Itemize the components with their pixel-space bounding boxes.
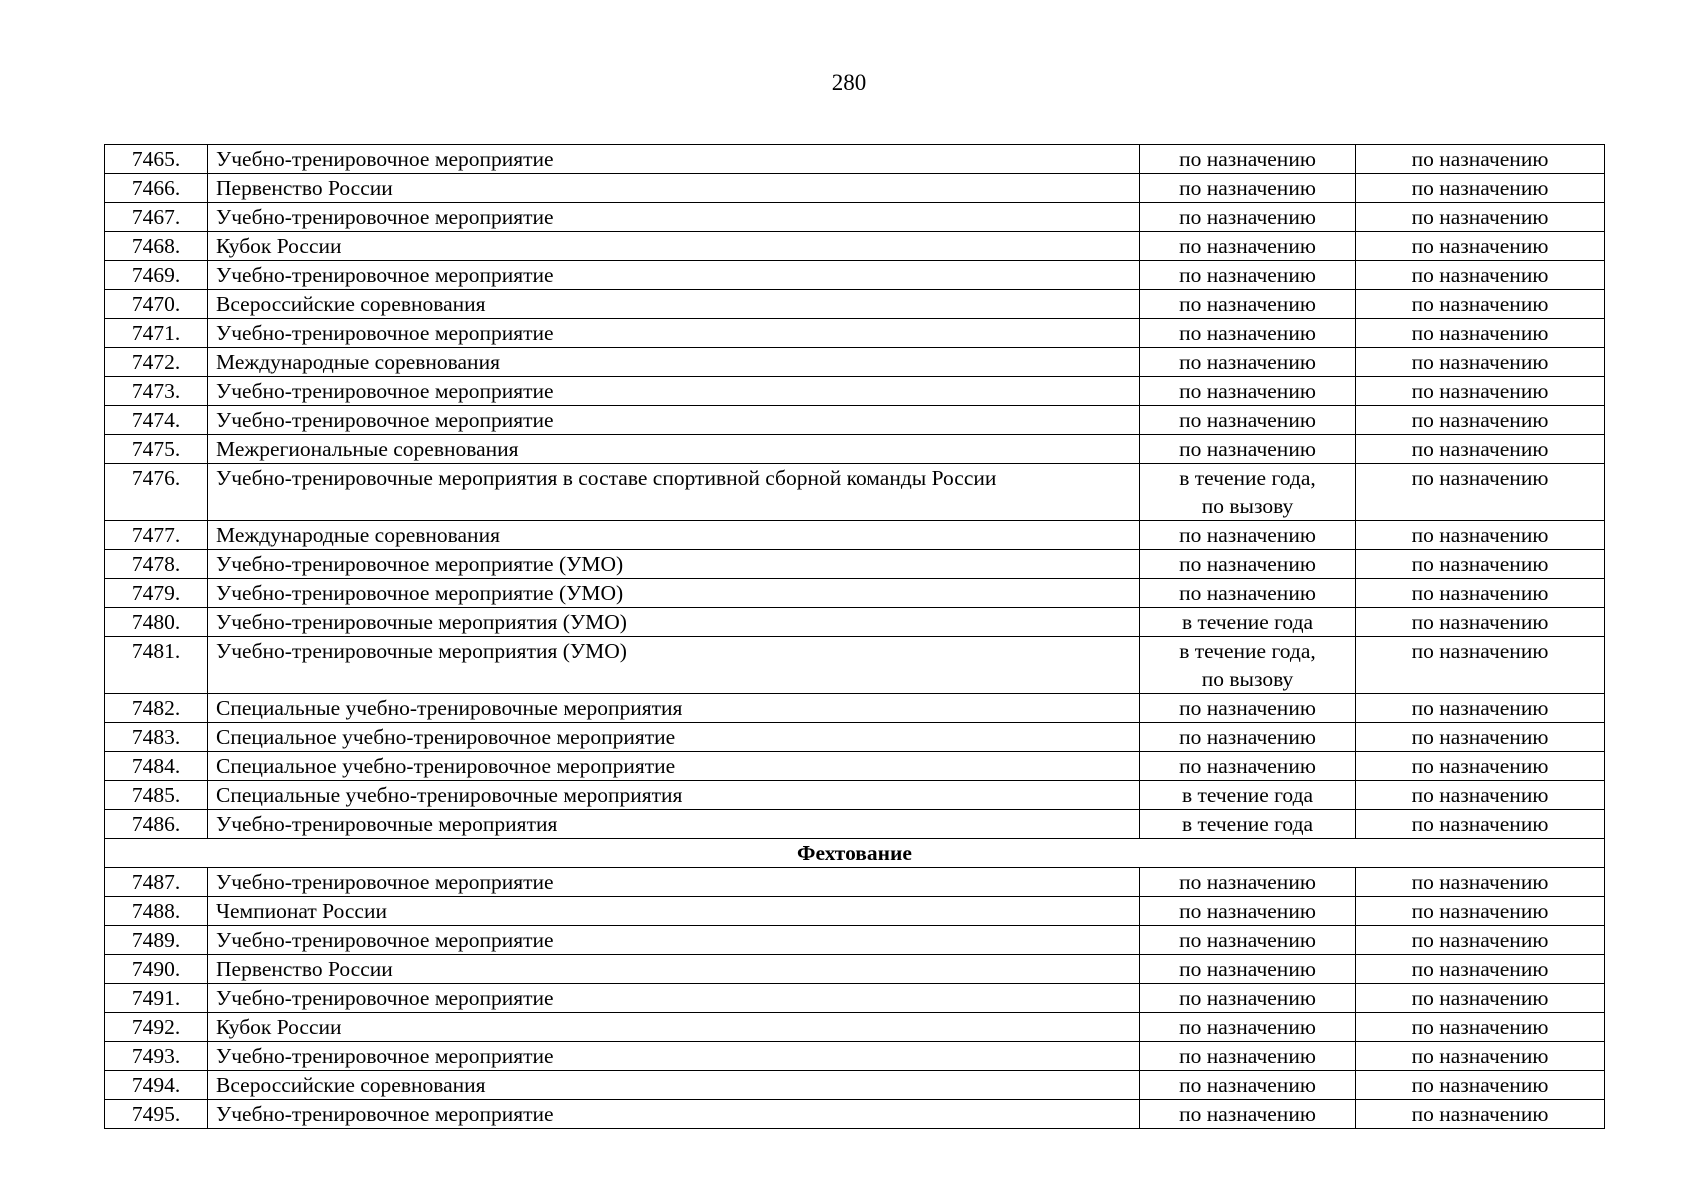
row-number: 7468. [105,232,208,261]
event-date: по назначению [1140,174,1356,203]
event-date: в течение года [1140,781,1356,810]
event-title: Учебно-тренировочное мероприятие [208,319,1140,348]
table-row [105,984,1605,1013]
event-place: по назначению [1356,637,1605,694]
table-row [105,203,1605,232]
event-title: Специальные учебно-тренировочные мероприятия [208,694,1140,723]
event-date: по назначению [1140,290,1356,319]
row-number: 7491. [105,984,208,1013]
event-date: по назначению [1140,579,1356,608]
table-row [105,521,1605,550]
row-number: 7473. [105,377,208,406]
page-number: 280 [831,70,867,95]
table-row [105,145,1605,174]
event-title: Учебно-тренировочные мероприятия [208,810,1140,839]
row-number: 7470. [105,290,208,319]
row-number: 7490. [105,955,208,984]
event-place: по назначению [1356,984,1605,1013]
events-table [104,144,1605,1129]
table-row [105,926,1605,955]
event-place: по назначению [1356,868,1605,897]
event-date: по назначению [1140,926,1356,955]
table-row [105,174,1605,203]
event-place: по назначению [1356,550,1605,579]
event-date: по назначению [1140,348,1356,377]
event-place: по назначению [1356,406,1605,435]
event-date: в течение года, по вызову [1140,637,1356,694]
table-row [105,290,1605,319]
event-place: по назначению [1356,926,1605,955]
event-title: Учебно-тренировочное мероприятие (УМО) [208,579,1140,608]
event-place: по назначению [1356,694,1605,723]
event-place: по назначению [1356,1100,1605,1129]
event-title: Учебно-тренировочное мероприятие [208,261,1140,290]
event-place: по назначению [1356,1042,1605,1071]
table-row [105,232,1605,261]
event-date: по назначению [1140,435,1356,464]
table-row [105,897,1605,926]
table-body [105,145,1605,1129]
table-row [105,723,1605,752]
table-row [105,550,1605,579]
event-title: Учебно-тренировочные мероприятия (УМО) [208,608,1140,637]
row-number: 7488. [105,897,208,926]
table-row [105,377,1605,406]
event-title: Учебно-тренировочное мероприятие (УМО) [208,550,1140,579]
event-place: по назначению [1356,955,1605,984]
event-date: по назначению [1140,406,1356,435]
event-place: по назначению [1356,723,1605,752]
event-title: Учебно-тренировочные мероприятия в составе спортивной сборной команды России [208,464,1140,521]
event-place: по назначению [1356,145,1605,174]
row-number: 7495. [105,1100,208,1129]
table-row [105,810,1605,839]
event-title: Учебно-тренировочное мероприятие [208,377,1140,406]
table-row [105,1071,1605,1100]
event-place: по назначению [1356,464,1605,521]
event-title: Специальное учебно-тренировочное мероприятие [208,723,1140,752]
event-date: по назначению [1140,752,1356,781]
event-title: Специальные учебно-тренировочные мероприятия [208,781,1140,810]
row-number: 7493. [105,1042,208,1071]
table-row [105,406,1605,435]
event-title: Учебно-тренировочное мероприятие [208,1100,1140,1129]
event-place: по назначению [1356,810,1605,839]
event-title: Первенство России [208,955,1140,984]
row-number: 7487. [105,868,208,897]
row-number: 7465. [105,145,208,174]
table-row [105,752,1605,781]
row-number: 7483. [105,723,208,752]
table-row [105,319,1605,348]
table-row [105,348,1605,377]
event-place: по назначению [1356,897,1605,926]
row-number: 7484. [105,752,208,781]
event-date: по назначению [1140,955,1356,984]
event-title: Учебно-тренировочные мероприятия (УМО) [208,637,1140,694]
row-number: 7466. [105,174,208,203]
table-row [105,1013,1605,1042]
table-row [105,637,1605,694]
event-title: Специальное учебно-тренировочное мероприятие [208,752,1140,781]
table-row [105,1042,1605,1071]
event-place: по назначению [1356,232,1605,261]
row-number: 7472. [105,348,208,377]
event-title: Международные соревнования [208,348,1140,377]
row-number: 7492. [105,1013,208,1042]
row-number: 7485. [105,781,208,810]
event-title: Международные соревнования [208,521,1140,550]
event-place: по назначению [1356,377,1605,406]
event-title: Учебно-тренировочное мероприятие [208,406,1140,435]
table-row [105,781,1605,810]
event-date: по назначению [1140,521,1356,550]
row-number: 7486. [105,810,208,839]
event-title: Учебно-тренировочное мероприятие [208,145,1140,174]
event-date: по назначению [1140,203,1356,232]
row-number: 7477. [105,521,208,550]
row-number: 7467. [105,203,208,232]
row-number: 7475. [105,435,208,464]
table-row [105,1100,1605,1129]
event-place: по назначению [1356,174,1605,203]
table-row [105,579,1605,608]
event-date: в течение года, по вызову [1140,464,1356,521]
table-row [105,694,1605,723]
event-date: по назначению [1140,868,1356,897]
row-number: 7476. [105,464,208,521]
event-title: Кубок России [208,232,1140,261]
table-row [105,261,1605,290]
event-place: по назначению [1356,608,1605,637]
event-date: по назначению [1140,1042,1356,1071]
event-place: по назначению [1356,290,1605,319]
event-title: Чемпионат России [208,897,1140,926]
event-date: по назначению [1140,1071,1356,1100]
event-place: по назначению [1356,348,1605,377]
event-title: Учебно-тренировочное мероприятие [208,1042,1140,1071]
event-date: по назначению [1140,232,1356,261]
row-number: 7481. [105,637,208,694]
event-title: Всероссийские соревнования [208,290,1140,319]
table-row [105,435,1605,464]
event-date: по назначению [1140,897,1356,926]
event-title: Учебно-тренировочное мероприятие [208,984,1140,1013]
event-place: по назначению [1356,1071,1605,1100]
row-number: 7489. [105,926,208,955]
row-number: 7474. [105,406,208,435]
row-number: 7482. [105,694,208,723]
section-title: Фехтование [105,839,1605,868]
event-place: по назначению [1356,1013,1605,1042]
event-date: по назначению [1140,1100,1356,1129]
event-place: по назначению [1356,752,1605,781]
row-number: 7480. [105,608,208,637]
event-title: Всероссийские соревнования [208,1071,1140,1100]
event-date: по назначению [1140,984,1356,1013]
event-date: в течение года [1140,810,1356,839]
event-place: по назначению [1356,521,1605,550]
event-date: по назначению [1140,261,1356,290]
event-place: по назначению [1356,203,1605,232]
event-date: по назначению [1140,1013,1356,1042]
event-title: Первенство России [208,174,1140,203]
table-row [105,608,1605,637]
row-number: 7479. [105,579,208,608]
event-place: по назначению [1356,579,1605,608]
event-title: Учебно-тренировочное мероприятие [208,868,1140,897]
event-date: по назначению [1140,723,1356,752]
event-date: по назначению [1140,145,1356,174]
event-title: Учебно-тренировочное мероприятие [208,203,1140,232]
event-date: по назначению [1140,377,1356,406]
event-title: Кубок России [208,1013,1140,1042]
row-number: 7469. [105,261,208,290]
event-date: в течение года [1140,608,1356,637]
table-row [105,464,1605,521]
table-row [105,868,1605,897]
event-date: по назначению [1140,319,1356,348]
event-date: по назначению [1140,694,1356,723]
row-number: 7471. [105,319,208,348]
event-place: по назначению [1356,435,1605,464]
table-row [105,955,1605,984]
event-place: по назначению [1356,261,1605,290]
event-place: по назначению [1356,319,1605,348]
section-row [105,839,1605,868]
event-place: по назначению [1356,781,1605,810]
row-number: 7494. [105,1071,208,1100]
event-title: Учебно-тренировочное мероприятие [208,926,1140,955]
event-title: Межрегиональные соревнования [208,435,1140,464]
event-date: по назначению [1140,550,1356,579]
row-number: 7478. [105,550,208,579]
